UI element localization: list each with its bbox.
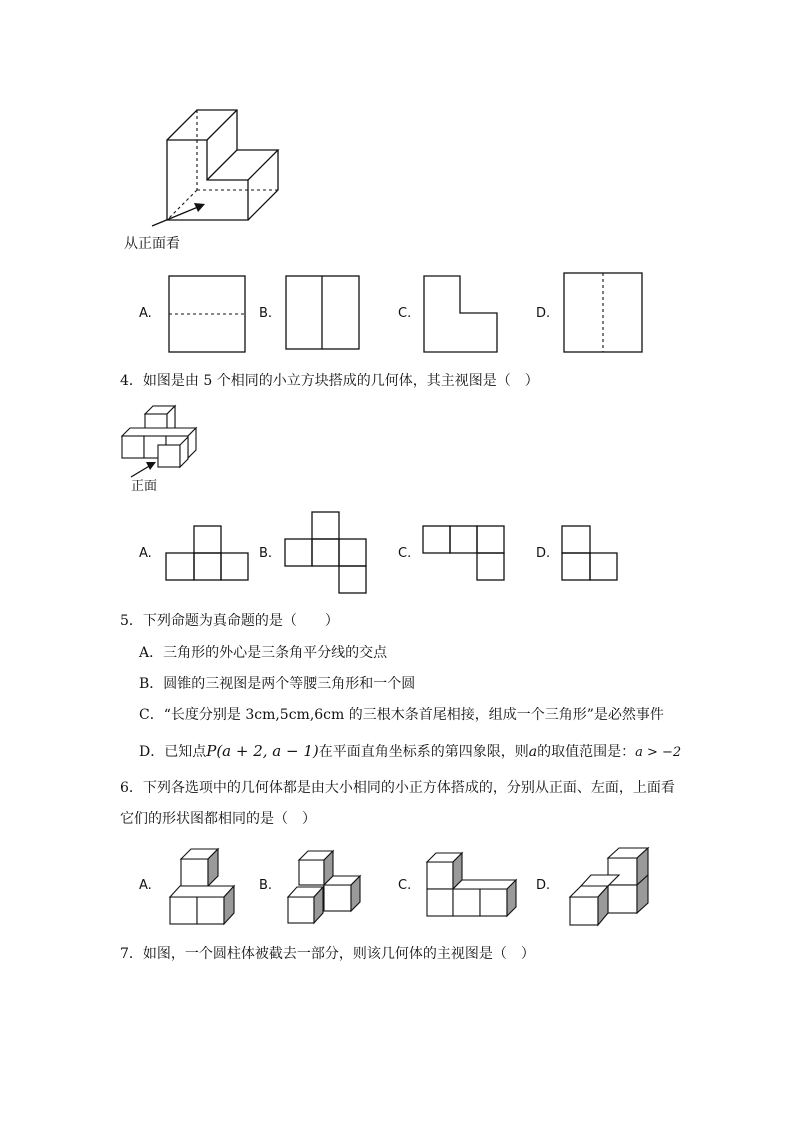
q5-option-a[interactable]: A．三角形的外心是三条角平分线的交点 (139, 645, 388, 661)
q6-stem-line1: 6．下列各选项中的几何体都是由大小相同的小正方体搭成的，分别从正面、左面，上面看 (120, 780, 675, 796)
q6-option-b-label[interactable]: B. (259, 878, 273, 893)
q3-option-d-label[interactable]: D. (536, 306, 551, 321)
q3-option-b-label[interactable]: B. (259, 306, 273, 321)
q6-option-d-label[interactable]: D. (536, 878, 551, 893)
q5-option-c[interactable]: C．“长度分别是 3cm,5cm,6cm 的三根木条首尾相接，组成一个三角形”是必然事件 (139, 707, 664, 723)
q3-option-c-label[interactable]: C. (398, 306, 412, 321)
q3-option-a-label[interactable]: A. (139, 306, 152, 321)
q6-option-a-solid (170, 849, 234, 924)
q6-option-b-solid (288, 851, 360, 923)
q6-option-d-solid (570, 848, 648, 925)
q3-caption: 从正面看 (124, 236, 180, 252)
q4-option-b-label[interactable]: B. (259, 546, 273, 561)
q6-option-c-solid (427, 853, 516, 916)
q4-caption: 正面 (131, 479, 158, 494)
q5-d-var: a (528, 744, 538, 760)
q5-d-answer: a > −2 (635, 745, 682, 760)
q5-option-b[interactable]: B．圆锥的三视图是两个等腰三角形和一个圆 (139, 676, 416, 692)
q5-d-point: P(a + 2, a − 1) (206, 742, 319, 760)
q7-stem: 7．如图，一个圆柱体被截去一部分，则该几何体的主视图是（ ） (120, 946, 535, 962)
q5-d-prefix: D．已知点 (139, 744, 207, 760)
q5-d-suffix: 的取值范围是： (537, 744, 636, 760)
q4-option-c-label[interactable]: C. (398, 546, 412, 561)
q6-stem-line2: 它们的形状图都相同的是（ ） (120, 811, 316, 827)
q5-stem: 5．下列命题为真命题的是（ ） (120, 613, 339, 629)
q6-option-a-label[interactable]: A. (139, 878, 152, 893)
q4-stem: 4．如图是由 5 个相同的小立方块搭成的几何体，其主视图是（ ） (120, 373, 539, 389)
q5-d-mid: 在平面直角坐标系的第四象限，则 (318, 744, 529, 760)
q4-option-d-label[interactable]: D. (536, 546, 551, 561)
q6-option-c-label[interactable]: C. (398, 878, 412, 893)
q4-option-a-label[interactable]: A. (139, 546, 152, 561)
